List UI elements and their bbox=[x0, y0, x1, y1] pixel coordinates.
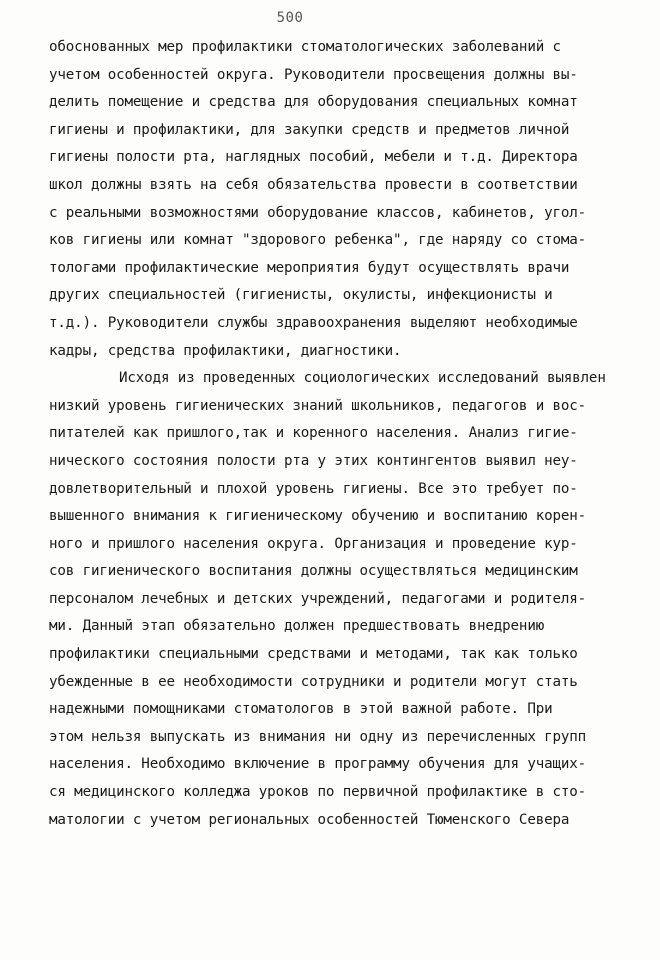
text-line: ся медицинского колледжа уроков по первичной профилактике в сто- bbox=[49, 784, 587, 801]
text-line: обоснованных мер профилактики стоматологических заболеваний с bbox=[49, 39, 561, 55]
page-number: 500 bbox=[276, 10, 304, 26]
text-line: тологами профилактические мероприятия будут осуществлять врачи bbox=[49, 259, 570, 276]
text-line: учетом особенностей округа. Руководители просвещения должны вы- bbox=[49, 66, 578, 83]
text-line: матологии с учетом региональных особенностей Тюменского Севера bbox=[49, 811, 570, 828]
text-line: вышенного внимания к гигиеническому обучению и воспитанию корен- bbox=[49, 508, 587, 525]
text-line: населения. Необходимо включение в программу обучения для учащих- bbox=[49, 756, 587, 773]
text-line: профилактики специальными средствами и методами, так как только bbox=[49, 646, 578, 663]
text-line: персоналом лечебных и детских учреждений, педагогами и родителя- bbox=[49, 590, 587, 607]
text-line: низкий уровень гигиенических знаний школьников, педагогов и вос- bbox=[49, 397, 587, 414]
text-line: ков гигиены или комнат "здорового ребенка", где наряду со стома- bbox=[49, 232, 587, 249]
text-line: с реальными возможностями оборудование классов, кабинетов, угол- bbox=[49, 204, 587, 221]
text-line: гигиены и профилактики, для закупки средств и предметов личной bbox=[49, 121, 570, 138]
text-line: сов гигиенического воспитания должны осуществляться медицинским bbox=[49, 563, 578, 580]
text-line: этом нельзя выпускать из внимания ни одну из перечисленных групп bbox=[49, 728, 587, 745]
text-line: убежденные в ее необходимости сотрудники и родители могут стать bbox=[49, 673, 578, 690]
text-line: делить помещение и средства для оборудования специальных комнат bbox=[49, 94, 578, 111]
text-line: Исходя из проведенных социологических исследований выявлен bbox=[119, 370, 606, 387]
text-line: гигиены полости рта, наглядных пособий, мебели и т.д. Директора bbox=[49, 149, 578, 166]
body-text bbox=[49, 34, 621, 834]
text-line: кадры, средства профилактики, диагностики. bbox=[49, 342, 402, 359]
text-line: ми. Данный этап обязательно должен предшествовать внедрению bbox=[49, 618, 545, 635]
text-line: довлетворительный и плохой уровень гигиены. Все это требует по- bbox=[49, 480, 578, 497]
text-line: других специальностей (гигиенисты, окулисты, инфекционисты и bbox=[49, 287, 553, 304]
text-line: надежными помощниками стоматологов в этой важной работе. При bbox=[49, 701, 553, 718]
text-line: питателей как пришлого,так и коренного населения. Анализ гигие- bbox=[49, 425, 578, 442]
text-line: т.д.). Руководители службы здравоохранения выделяют необходимые bbox=[49, 314, 578, 331]
text-line: ного и пришлого населения округа. Организация и проведение кур- bbox=[49, 535, 578, 552]
text-line: нического состояния полости рта у этих контингентов выявил неу- bbox=[49, 452, 578, 469]
text-line: школ должны взять на себя обязательства провести в соответствии bbox=[49, 176, 578, 193]
